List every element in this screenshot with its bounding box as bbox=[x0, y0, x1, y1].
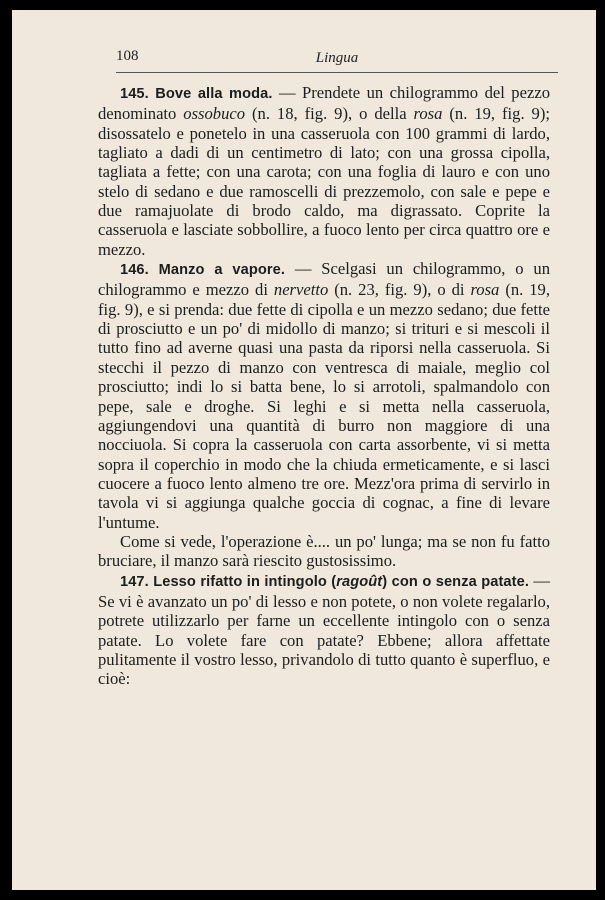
recipe-147 bbox=[98, 571, 550, 689]
recipe-text: — Scelgasi un chilogrammo, o un chilogrammo e mezzo di bbox=[98, 259, 550, 300]
recipe-text-italic: ossobuco bbox=[183, 104, 246, 124]
recipe-title: 145. Bove alla moda. bbox=[120, 86, 273, 102]
recipe-text-italic: rosa bbox=[413, 104, 443, 124]
recipe-text-italic: rosa bbox=[470, 280, 500, 300]
recipe-text: (n. 18, fig. 9), o della bbox=[245, 104, 414, 124]
recipe-text: (n. 19, fig. 9), e si prenda: due fette di cipolla e un mezzo sedano; due fette di prosciutto e un po' di midollo di manzo; si trituri e si mescoli il tutto fino ad averne quasi una pasta da riporsi nella casseruola. Si stecchi il pezzo di manzo con ventresca di maiale, meglio col prosciutto; indi lo si batta bene, lo si arrotoli, spalmandolo con pepe, sale e droghe. Si leghi e si metta nella casseruola, aggiungendovi una quantità di burro non maggiore di una nocciuola. Si copra la casseruola con carta assorbente, vi si metta sopra il coperchio in modo che la chiuda ermeticamente, e si lasci cuocere a fuoco lento almeno tre ore. Mezz'ora prima di servirlo in tavola vi si aggiunga qualche goccia di cognac, a fine di levare l'untume. bbox=[98, 280, 550, 532]
recipe-title-italic: ragoût bbox=[336, 573, 383, 590]
recipe-title: ) con o senza patate. bbox=[382, 573, 529, 590]
recipe-text: — Se vi è avanzato un po' di lesso e non potete, o non volete regalarlo, potrete utilizzarlo per farne un eccellente intingolo con o senza patate. Lo volete fare con patate? Ebbene; allora affettate pulitamente il vostro lesso, privandolo di tutto quanto è superfluo, e cioè: bbox=[98, 570, 550, 689]
recipe-text: (n. 19, fig. 9); disossatelo e ponetelo in una casseruola con 100 grammi di lardo, tagliato a dadi di un centimetro di lato; con una grossa cipolla, tagliata a fette; con una carota; con una foglia di lauro e con uno stelo di sedano e due ramoscelli di prezzemolo, con sale e pepe e due ramajuolate di brodo caldo, ma digrassato. Coprite la casseruola e lasciate sobbollire, a fuoco lento per circa quattro ore e mezzo. bbox=[98, 104, 550, 259]
page-header bbox=[116, 48, 558, 73]
recipe-146 bbox=[98, 259, 550, 532]
recipe-title: 146. Manzo a vapore. bbox=[120, 262, 286, 279]
recipe-text: — Prendete un chilogrammo del pezzo denominato bbox=[98, 83, 550, 124]
recipe-text: (n. 23, fig. 9), o di bbox=[328, 280, 471, 300]
recipe-145 bbox=[98, 83, 550, 259]
recipe-146-note: Come si vede, l'operazione è.... un po' lunga; ma se non fu fatto bruciare, il manzo sarà riescito gustosissimo. bbox=[98, 531, 550, 571]
page-body bbox=[98, 83, 550, 689]
recipe-text-italic: nervetto bbox=[273, 280, 329, 300]
page-number: 108 bbox=[116, 48, 139, 64]
recipe-title: 147. Lesso rifatto in intingolo ( bbox=[120, 573, 337, 590]
running-title: Lingua bbox=[315, 50, 359, 66]
